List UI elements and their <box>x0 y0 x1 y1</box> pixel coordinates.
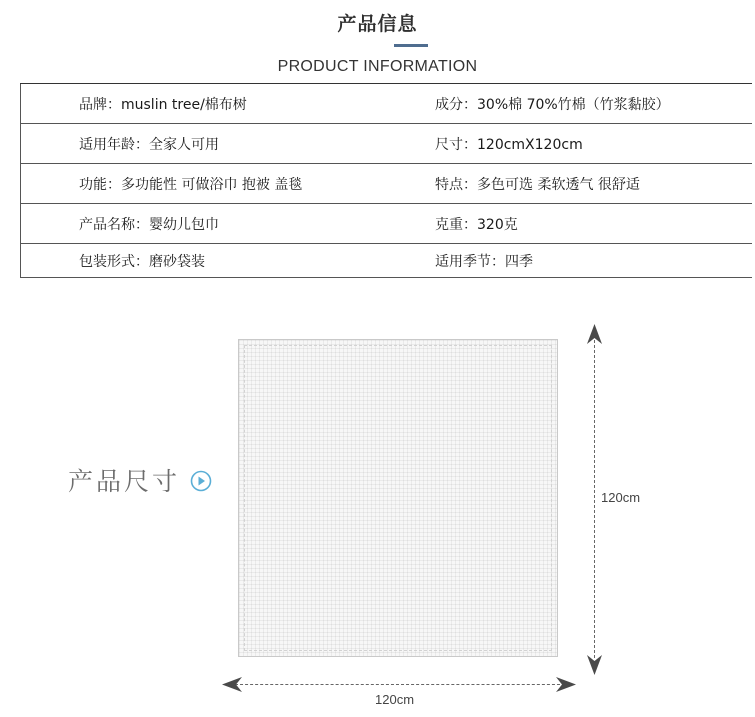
spec-size: 尺寸：120cmX120cm <box>425 124 752 164</box>
table-row <box>21 164 753 204</box>
arrow-up-icon <box>586 324 603 344</box>
table-row <box>21 124 753 164</box>
spec-product-name: 产品名称：婴幼儿包巾 <box>21 204 426 244</box>
spec-weight: 克重：320克 <box>425 204 752 244</box>
size-diagram-label: 产品尺寸 <box>68 467 181 496</box>
spec-function: 功能：多功能性 可做浴巾 抱被 盖毯 <box>21 164 426 204</box>
spec-features: 特点：多色可选 柔软透气 很舒适 <box>425 164 752 204</box>
arrow-right-icon <box>556 676 576 693</box>
height-label: 120cm <box>601 490 641 505</box>
swatch-stitch-border <box>244 345 552 651</box>
arrow-down-icon <box>586 655 603 675</box>
spec-material: 成分：30%棉 70%竹棉（竹浆黏胶） <box>425 84 752 124</box>
title-underline <box>394 44 428 47</box>
product-swatch-image <box>238 339 558 657</box>
spec-brand: 品牌：muslin tree/棉布树 <box>21 84 426 124</box>
table-row <box>21 204 753 244</box>
table-row <box>21 84 753 124</box>
arrow-circle-right-icon <box>190 470 212 492</box>
spec-table <box>20 83 752 278</box>
arrow-left-icon <box>222 676 242 693</box>
spec-age: 适用年龄：全家人可用 <box>21 124 426 164</box>
width-label: 120cm <box>375 692 415 707</box>
section-title: 产品信息 <box>337 13 418 35</box>
height-dimension-line <box>594 340 595 658</box>
section-subtitle: PRODUCT INFORMATION <box>277 58 478 75</box>
spec-season: 适用季节：四季 <box>425 244 752 278</box>
table-row <box>21 244 753 278</box>
spec-packaging: 包装形式：磨砂袋装 <box>21 244 426 278</box>
width-dimension-line <box>235 684 565 685</box>
